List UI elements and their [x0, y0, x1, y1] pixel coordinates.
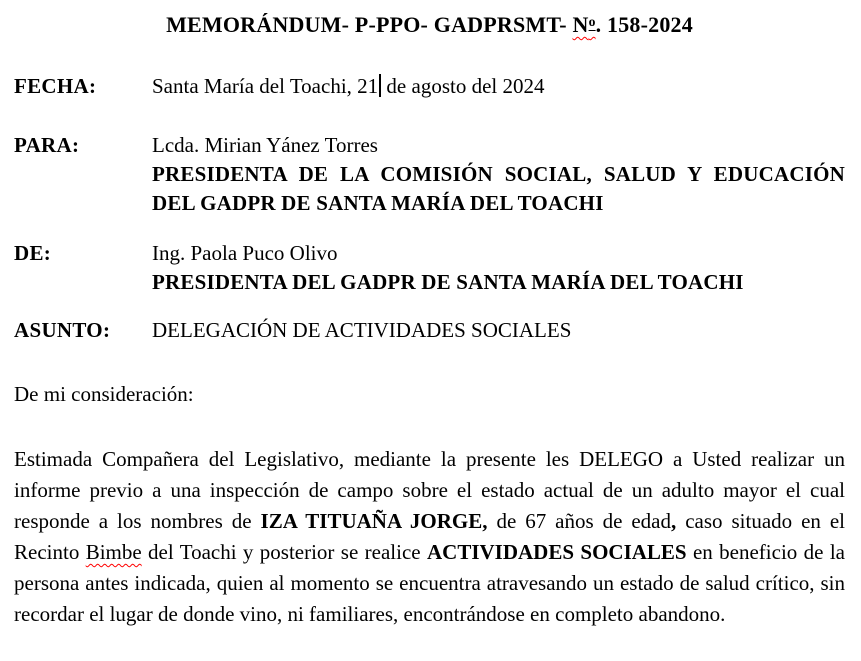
- memo-number-abbreviation: [572, 12, 595, 37]
- body-run-9: en beneficio de la persona antes indicada, quien al momento se encuentra atravesando un estado de salud crítico, sin recordar el lugar de donde vino, ni familiares, encontrándose en completo abandono.: [14, 540, 846, 626]
- salutation: De mi consideración:: [14, 382, 194, 406]
- fecha-value-before-cursor: Santa María del Toachi, 21: [152, 74, 379, 98]
- body-paragraph: [14, 444, 845, 630]
- de-label: DE:: [14, 241, 52, 265]
- field-row-asunto: [14, 316, 845, 345]
- body-run-1: Estimada Compañera del Legislativo, mediante la presente les DELEGO a Usted realizar un informe previo a una inspección de campo sobre el estado actual de un adulto mayor el cual responde a los nombres de: [14, 447, 845, 533]
- memo-title-suffix: . 158-2024: [595, 12, 693, 37]
- de-sender-title: PRESIDENTA DEL GADPR DE SANTA MARÍA DEL TOACHI: [152, 270, 744, 294]
- de-sender-name: Ing. Paola Puco Olivo: [152, 241, 338, 265]
- field-row-fecha: [14, 72, 845, 101]
- body-run-3: de 67 años de edad: [487, 509, 672, 533]
- para-recipient-title: PRESIDENTA DE LA COMISIÓN SOCIAL, SALUD Y EDUCACIÓN DEL GADPR DE SANTA MARÍA DEL TOACHI: [152, 162, 845, 215]
- body-run-6-misspelled-word: Bimbe: [85, 540, 142, 564]
- fecha-label: FECHA:: [14, 74, 97, 98]
- memo-number-letter: N: [572, 12, 589, 37]
- field-row-de: [14, 239, 845, 297]
- memo-title: [14, 12, 845, 38]
- fecha-value: [152, 72, 845, 101]
- field-row-para: [14, 131, 845, 218]
- para-label: PARA:: [14, 133, 80, 157]
- body-run-7: del Toachi y posterior se realice: [141, 540, 427, 564]
- memo-title-prefix: MEMORÁNDUM- P-PPO- GADPRSMT-: [166, 12, 573, 37]
- body-run-8-activities: ACTIVIDADES SOCIALES: [426, 540, 687, 564]
- fecha-value-after-cursor: de agosto del 2024: [381, 74, 545, 98]
- body-run-2-person-name: IZA TITUAÑA JORGE,: [260, 509, 488, 533]
- body-run-4: ,: [671, 509, 677, 533]
- para-value: [152, 131, 845, 218]
- memo-number-ordinal: o: [588, 13, 596, 29]
- asunto-label: ASUNTO:: [14, 318, 111, 342]
- de-value: [152, 239, 845, 297]
- body-run-5: caso situado en el Recinto: [14, 509, 846, 564]
- asunto-value: DELEGACIÓN DE ACTIVIDADES SOCIALES: [152, 318, 572, 342]
- para-recipient-name: Lcda. Mirian Yánez Torres: [152, 133, 378, 157]
